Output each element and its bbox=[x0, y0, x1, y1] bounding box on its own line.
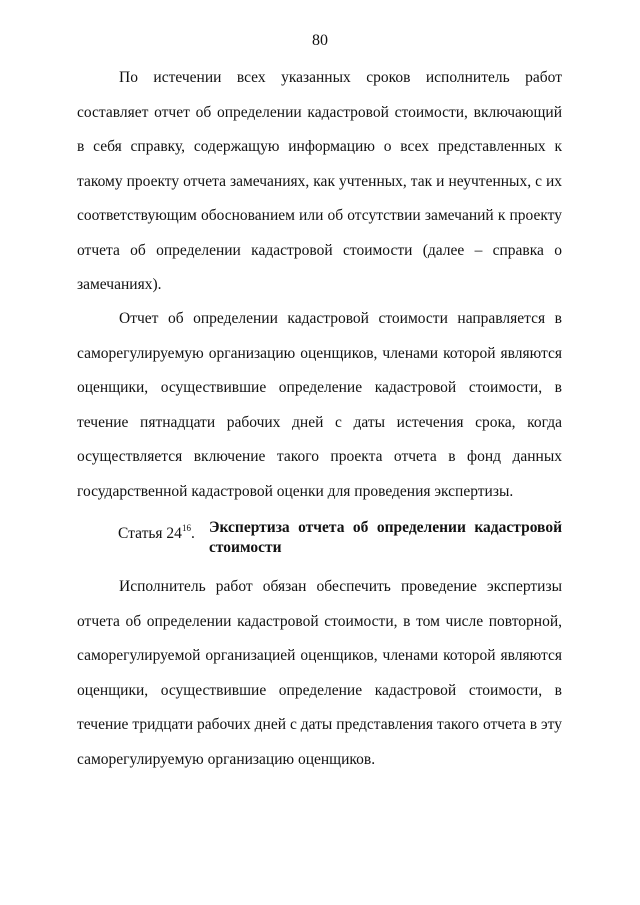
article-number bbox=[118, 518, 195, 544]
article-label-superscript: 16 bbox=[181, 523, 191, 533]
article-title: Экспертиза отчета об определении кадастровой стоимости bbox=[209, 519, 562, 556]
paragraph-report-submission: Отчет об определении кадастровой стоимости направляется в саморегулируемую организацию оценщиков, членами которой являются оценщики, осуществившие определение кадастровой стоимости, в течение пятнадцати рабочих дней с даты истечения срока, когда осуществляется включение такого проекта отчета в фонд данных государственной кадастровой оценки для проведения экспертизы. bbox=[77, 310, 562, 500]
paragraph-expertise-obligation: Исполнитель работ обязан обеспечить проведение экспертизы отчета об определении кадастровой стоимости, в том числе повторной, саморегулируемой организацией оценщиков, членами которой являются оценщики, осуществившие определение кадастровой стоимости, в течение тридцати рабочих дней с даты представления такого отчета в эту саморегулируемую организацию оценщиков. bbox=[77, 578, 562, 768]
article-label-text: Статья 24 bbox=[118, 525, 182, 542]
page-number: 80 bbox=[312, 32, 328, 49]
article-label-suffix: . bbox=[190, 525, 195, 542]
paragraph-report-compilation: По истечении всех указанных сроков исполнитель работ составляет отчет об определении кадастровой стоимости, включающий в себя справку, содержащую информацию о всех представленных к такому проекту отчета замечаниях, как учтенных, так и неучтенных, с их соответствующим обоснованием или об отсутствии замечаний к проекту отчета об определении кадастровой стоимости (далее – справка о замечаниях). bbox=[77, 69, 562, 293]
